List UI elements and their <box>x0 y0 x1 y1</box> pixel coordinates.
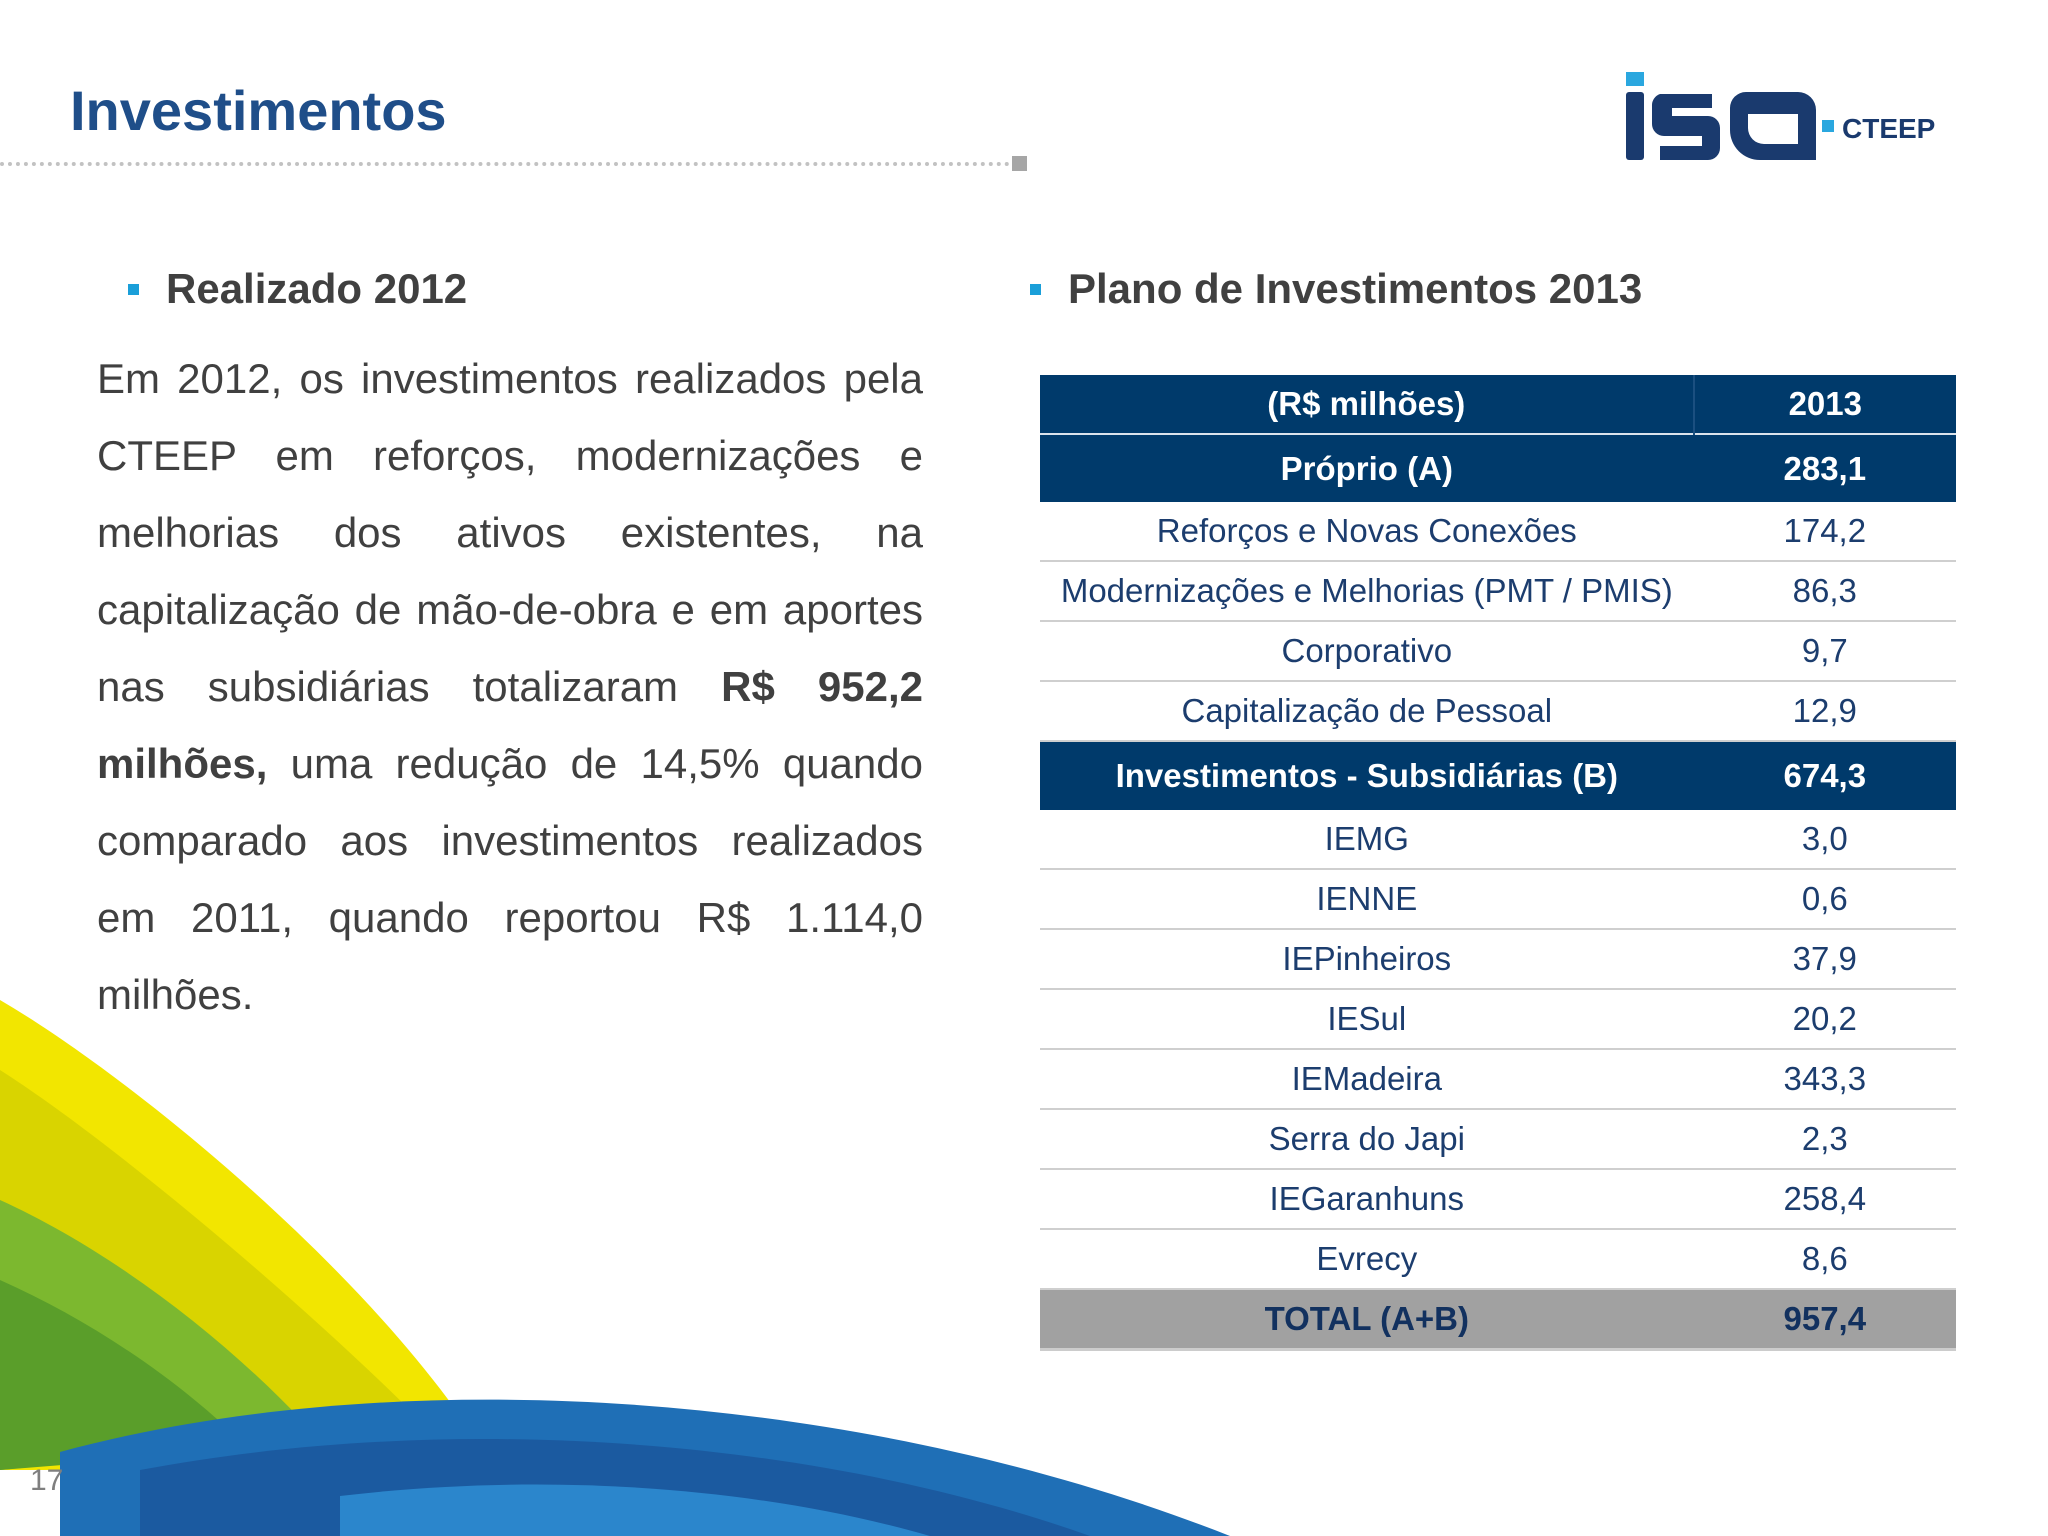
row-label: Capitalização de Pessoal <box>1040 681 1694 741</box>
total-label: TOTAL (A+B) <box>1040 1289 1694 1350</box>
row-label: IEGaranhuns <box>1040 1169 1694 1229</box>
right-heading: Plano de Investimentos 2013 <box>1068 265 1643 312</box>
isa-cteep-logo <box>1600 62 1960 182</box>
section-value: 674,3 <box>1694 741 1956 810</box>
left-paragraph <box>97 340 923 1033</box>
bullet-icon <box>1030 284 1041 295</box>
row-value: 86,3 <box>1694 561 1956 621</box>
page-number: 17 <box>30 1464 64 1497</box>
table-header-row <box>1040 375 1956 434</box>
section-row-subsidiarias <box>1040 741 1956 810</box>
row-label: IENNE <box>1040 869 1694 929</box>
table-row <box>1040 1169 1956 1229</box>
row-value: 20,2 <box>1694 989 1956 1049</box>
row-value: 258,4 <box>1694 1169 1956 1229</box>
row-label: Evrecy <box>1040 1229 1694 1289</box>
row-value: 3,0 <box>1694 810 1956 869</box>
bullet-icon <box>128 284 139 295</box>
table-header-col1: (R$ milhões) <box>1040 375 1694 434</box>
table-header-col2: 2013 <box>1694 375 1956 434</box>
section-label: Próprio (A) <box>1040 434 1694 502</box>
paragraph-text-1: Em 2012, os investimentos realizados pela CTEEP em reforços, modernizações e melhorias dos ativos existentes, na capitalização de mão-de-obra e em aportes nas subsidiárias totalizaram <box>97 355 923 710</box>
row-value: 2,3 <box>1694 1109 1956 1169</box>
table-row <box>1040 869 1956 929</box>
row-value: 37,9 <box>1694 929 1956 989</box>
section-row-proprio <box>1040 434 1956 502</box>
table-row <box>1040 621 1956 681</box>
paragraph-bold-amount: R$ 952,2 milhões, <box>97 663 923 787</box>
row-label: Modernizações e Melhorias (PMT / PMIS) <box>1040 561 1694 621</box>
row-label: Corporativo <box>1040 621 1694 681</box>
row-label: Reforços e Novas Conexões <box>1040 502 1694 561</box>
table-row <box>1040 989 1956 1049</box>
table-row <box>1040 681 1956 741</box>
table-row <box>1040 561 1956 621</box>
table-row <box>1040 929 1956 989</box>
table-row <box>1040 502 1956 561</box>
divider-end-square <box>1012 156 1027 171</box>
investment-plan-table <box>1040 375 1956 1351</box>
row-label: IESul <box>1040 989 1694 1049</box>
row-value: 0,6 <box>1694 869 1956 929</box>
left-heading: Realizado 2012 <box>166 265 468 312</box>
row-value: 12,9 <box>1694 681 1956 741</box>
row-value: 174,2 <box>1694 502 1956 561</box>
row-label: Serra do Japi <box>1040 1109 1694 1169</box>
section-label: Investimentos - Subsidiárias (B) <box>1040 741 1694 810</box>
row-value: 9,7 <box>1694 621 1956 681</box>
row-label: IEMG <box>1040 810 1694 869</box>
table-row <box>1040 1229 1956 1289</box>
table-row <box>1040 1049 1956 1109</box>
page-title: Investimentos <box>70 79 447 142</box>
table-row <box>1040 810 1956 869</box>
row-label: IEMadeira <box>1040 1049 1694 1109</box>
total-value: 957,4 <box>1694 1289 1956 1350</box>
paragraph-text-2: uma redução de 14,5% quando comparado aos investimentos realizados em 2011, quando reportou R$ 1.114,0 milhões. <box>97 740 923 1018</box>
row-value: 8,6 <box>1694 1229 1956 1289</box>
total-row <box>1040 1289 1956 1350</box>
row-value: 343,3 <box>1694 1049 1956 1109</box>
row-label: IEPinheiros <box>1040 929 1694 989</box>
table-row <box>1040 1109 1956 1169</box>
logo-subtext: CTEEP <box>1842 113 1936 144</box>
section-value: 283,1 <box>1694 434 1956 502</box>
title-divider <box>0 162 1010 166</box>
